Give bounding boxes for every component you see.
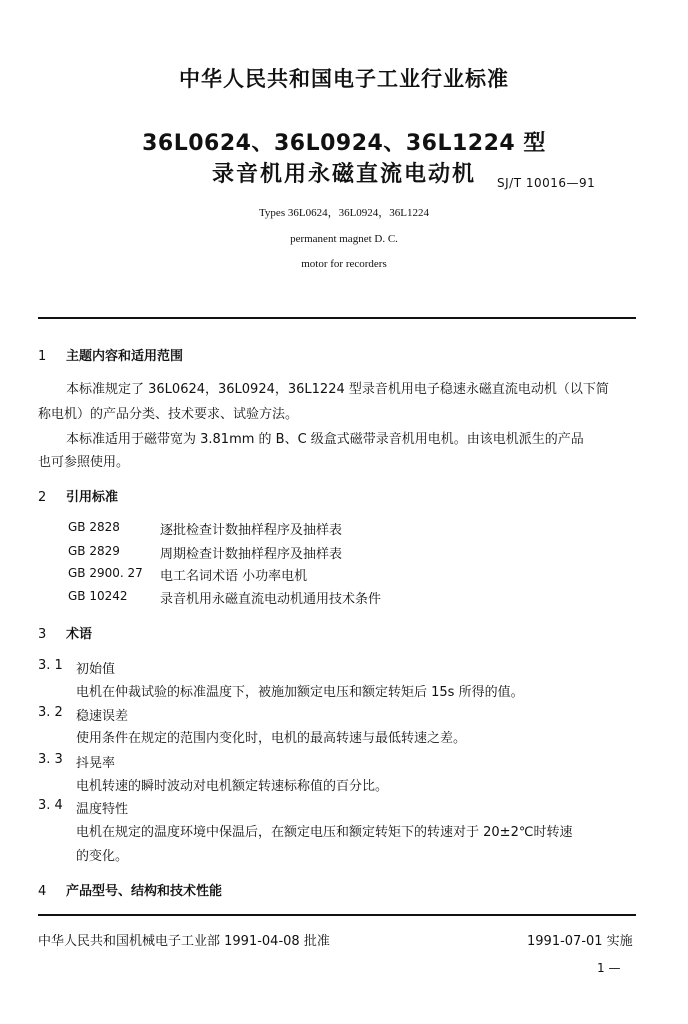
page-number: 1 — xyxy=(597,961,621,975)
term-definition: 电机在规定的温度环境中保温后，在额定电压和额定转矩下的转速对于 20±2℃时转速 xyxy=(76,825,573,840)
term-definition-continued: 的变化。 xyxy=(76,849,129,864)
section-4-heading xyxy=(38,880,222,899)
section-title: 引用标准 xyxy=(66,490,119,505)
section-number: 1 xyxy=(38,349,47,364)
section-1-para-2-line-2: 也可参照使用。 xyxy=(38,455,130,470)
term-number: 3. 2 xyxy=(38,705,63,720)
term-name: 抖晃率 xyxy=(76,756,116,771)
section-number: 4 xyxy=(38,884,47,899)
title-line-1: 36L0624、36L0924、36L1224 型 xyxy=(142,131,546,156)
term-number: 3. 4 xyxy=(38,798,63,813)
english-title-line-3: motor for recorders xyxy=(301,258,387,270)
reference-code: GB 10242 xyxy=(68,589,128,603)
term-number: 3. 1 xyxy=(38,658,63,673)
section-1-para-1-line-1: 本标准规定了 36L0624，36L0924，36L1224 型录音机用电子稳速永磁直流电动机（以下简 xyxy=(66,382,609,397)
approval-note: 中华人民共和国机械电子工业部 1991-04-08 批准 xyxy=(38,934,330,949)
reference-title: 录音机用永磁直流电动机通用技术条件 xyxy=(160,592,382,607)
term-definition: 使用条件在规定的范围内变化时，电机的最高转速与最低转速之差。 xyxy=(76,731,467,746)
reference-code: GB 2900. 27 xyxy=(68,566,143,580)
section-2-heading xyxy=(38,486,118,505)
reference-title: 周期检查计数抽样程序及抽样表 xyxy=(160,547,343,562)
footer-divider xyxy=(38,914,636,916)
english-title-line-1: Types 36L0624，36L0924，36L1224 xyxy=(258,207,430,219)
section-1-heading xyxy=(38,345,183,364)
reference-title: 逐批检查计数抽样程序及抽样表 xyxy=(160,523,343,538)
section-3-heading xyxy=(38,623,92,642)
reference-title: 电工名词术语 小功率电机 xyxy=(160,569,308,584)
section-1-para-2-line-1: 本标准适用于磁带宽为 3.81mm 的 B、C 级盒式磁带录音机用电机。由该电机派生的产品 xyxy=(66,432,584,447)
title-line-2: 录音机用永磁直流电动机 xyxy=(211,162,476,187)
english-title-line-2: permanent magnet D. C. xyxy=(290,233,398,245)
standard-category: 中华人民共和国电子工业行业标准 xyxy=(179,67,509,91)
reference-code: GB 2829 xyxy=(68,544,120,558)
section-1-para-1-line-2: 称电机）的产品分类、技术要求、试验方法。 xyxy=(38,407,299,422)
implementation-date: 1991-07-01 实施 xyxy=(527,934,633,949)
term-number: 3. 3 xyxy=(38,752,63,767)
section-number: 2 xyxy=(38,490,47,505)
header-divider xyxy=(38,317,636,319)
term-definition: 电机转速的瞬时波动对电机额定转速标称值的百分比。 xyxy=(76,779,389,794)
section-title: 术语 xyxy=(66,627,93,642)
term-name: 初始值 xyxy=(76,662,116,677)
section-title: 主题内容和适用范围 xyxy=(66,349,184,364)
section-number: 3 xyxy=(38,627,47,642)
standard-number: SJ/T 10016—91 xyxy=(497,176,596,190)
section-title: 产品型号、结构和技术性能 xyxy=(66,884,223,899)
term-definition: 电机在仲裁试验的标准温度下，被施加额定电压和额定转矩后 15s 所得的值。 xyxy=(76,685,524,700)
term-name: 稳速误差 xyxy=(76,709,129,724)
term-name: 温度特性 xyxy=(76,802,129,817)
reference-code: GB 2828 xyxy=(68,520,120,534)
